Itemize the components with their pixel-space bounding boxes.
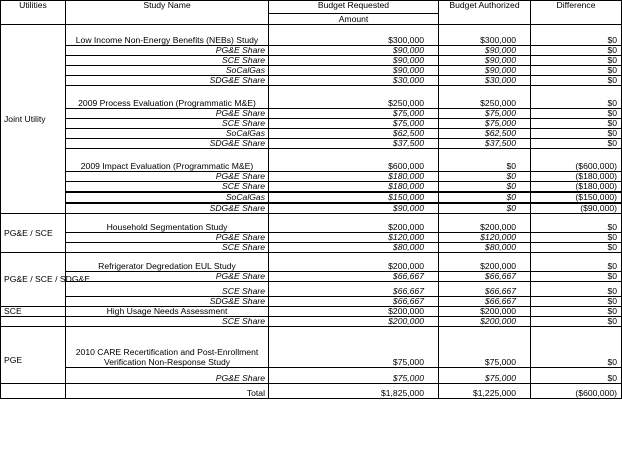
difference: $0 [531, 46, 622, 56]
budget-requested: $200,000 [269, 317, 439, 327]
budget-requested: $62,500 [269, 129, 439, 139]
budget-authorized: $66,667 [439, 272, 531, 282]
budget-authorized: $0 [439, 203, 531, 214]
share-name: SoCalGas [66, 129, 269, 139]
difference: $0 [531, 272, 622, 282]
difference: $0 [531, 119, 622, 129]
budget-requested: $200,000 [269, 214, 439, 233]
budget-authorized: $75,000 [439, 119, 531, 129]
budget-requested: $180,000 [269, 182, 439, 193]
share-name: SoCalGas [66, 66, 269, 76]
budget-authorized: $300,000 [439, 25, 531, 46]
table-row [1, 172, 622, 182]
table-row [1, 192, 622, 203]
difference: $0 [531, 139, 622, 149]
difference: $0 [531, 76, 622, 86]
study-name: 2009 Impact Evaluation (Programmatic M&E) [66, 149, 269, 172]
share-name: SCE Share [66, 56, 269, 66]
budget-authorized: $0 [439, 149, 531, 172]
header-utilities: Utilities [1, 1, 66, 25]
difference: $0 [531, 317, 622, 327]
budget-authorized: $37,500 [439, 139, 531, 149]
share-name: SCE Share [66, 243, 269, 253]
share-name: SCE Share [66, 282, 269, 297]
share-name: PG&E Share [66, 368, 269, 384]
difference: $0 [531, 243, 622, 253]
table-row [1, 149, 622, 172]
table-row [1, 272, 622, 282]
budget-requested: $90,000 [269, 56, 439, 66]
header-amount: Amount [269, 14, 439, 25]
budget-authorized: $200,000 [439, 307, 531, 317]
header-difference: Difference [531, 1, 622, 25]
share-name: SDG&E Share [66, 297, 269, 307]
table-row [1, 182, 622, 193]
budget-requested: $30,000 [269, 76, 439, 86]
difference: $0 [531, 253, 622, 272]
share-name: PG&E Share [66, 272, 269, 282]
budget-requested: $90,000 [269, 203, 439, 214]
empty-cell [1, 384, 66, 399]
budget-authorized: $0 [439, 182, 531, 193]
difference: $0 [531, 233, 622, 243]
difference: $0 [531, 282, 622, 297]
study-name: Household Segmentation Study [66, 214, 269, 233]
group-pge-sce-sdge: PG&E / SCE / SDG&E [1, 253, 66, 307]
difference: $0 [531, 307, 622, 317]
table-row [1, 233, 622, 243]
budget-requested: $200,000 [269, 253, 439, 272]
table-row [1, 282, 622, 297]
total-label: Total [66, 384, 269, 399]
study-name: 2010 CARE Recertification and Post-Enrollment Verification Non-Response Study [66, 327, 269, 368]
budget-authorized: $0 [439, 192, 531, 203]
budget-authorized: $62,500 [439, 129, 531, 139]
difference: $0 [531, 297, 622, 307]
budget-authorized: $30,000 [439, 76, 531, 86]
share-name: SDG&E Share [66, 139, 269, 149]
total-requested: $1,825,000 [269, 384, 439, 399]
budget-authorized: $120,000 [439, 233, 531, 243]
table-row [1, 307, 622, 317]
budget-requested: $66,667 [269, 282, 439, 297]
total-difference: ($600,000) [531, 384, 622, 399]
total-authorized: $1,225,000 [439, 384, 531, 399]
budget-requested: $66,667 [269, 272, 439, 282]
table-row [1, 214, 622, 233]
budget-requested: $75,000 [269, 109, 439, 119]
budget-authorized: $90,000 [439, 56, 531, 66]
share-name: SDG&E Share [66, 203, 269, 214]
share-name: PG&E Share [66, 46, 269, 56]
difference: $0 [531, 327, 622, 368]
table-row [1, 203, 622, 214]
table-row [1, 368, 622, 384]
budget-requested: $180,000 [269, 172, 439, 182]
table-row [1, 46, 622, 56]
share-name: SoCalGas [66, 192, 269, 203]
share-name: SCE Share [66, 317, 269, 327]
study-name: Low Income Non-Energy Benefits (NEBs) Study [66, 25, 269, 46]
difference: $0 [531, 86, 622, 109]
difference: ($600,000) [531, 149, 622, 172]
total-row [1, 384, 622, 399]
budget-requested: $90,000 [269, 66, 439, 76]
budget-requested: $75,000 [269, 368, 439, 384]
budget-requested: $200,000 [269, 307, 439, 317]
budget-requested: $300,000 [269, 25, 439, 46]
header-row [1, 1, 622, 14]
study-name: High Usage Needs Assessment [66, 307, 269, 317]
table-row [1, 109, 622, 119]
budget-authorized: $75,000 [439, 327, 531, 368]
budget-authorized: $90,000 [439, 66, 531, 76]
difference: ($150,000) [531, 192, 622, 203]
budget-requested: $150,000 [269, 192, 439, 203]
difference: $0 [531, 66, 622, 76]
difference: ($180,000) [531, 182, 622, 193]
study-name: Refrigerator Degredation EUL Study [66, 253, 269, 272]
budget-authorized: $66,667 [439, 282, 531, 297]
budget-requested: $66,667 [269, 297, 439, 307]
budget-requested: $75,000 [269, 119, 439, 129]
table-row [1, 66, 622, 76]
table-row [1, 129, 622, 139]
table-row [1, 119, 622, 129]
share-name: PG&E Share [66, 172, 269, 182]
difference: ($180,000) [531, 172, 622, 182]
table-row [1, 25, 622, 46]
table-row [1, 86, 622, 109]
budget-authorized: $250,000 [439, 86, 531, 109]
group-pge-sce: PG&E / SCE [1, 214, 66, 253]
group-sce: SCE [1, 307, 66, 317]
table-row [1, 327, 622, 368]
budget-requested: $80,000 [269, 243, 439, 253]
study-name: 2009 Process Evaluation (Programmatic M&E) [66, 86, 269, 109]
budget-authorized: $200,000 [439, 253, 531, 272]
budget-authorized: $200,000 [439, 317, 531, 327]
header-budget-authorized: Budget Authorized [439, 1, 531, 25]
header-budget-requested: Budget Requested [269, 1, 439, 14]
share-name: SCE Share [66, 182, 269, 193]
table-row [1, 243, 622, 253]
budget-requested: $120,000 [269, 233, 439, 243]
share-name: SDG&E Share [66, 76, 269, 86]
budget-requested: $600,000 [269, 149, 439, 172]
budget-authorized: $75,000 [439, 109, 531, 119]
table-row [1, 297, 622, 307]
budget-requested: $37,500 [269, 139, 439, 149]
difference: $0 [531, 109, 622, 119]
difference: $0 [531, 214, 622, 233]
budget-authorized: $0 [439, 172, 531, 182]
budget-authorized: $200,000 [439, 214, 531, 233]
group-joint-utility: Joint Utility [1, 25, 66, 214]
share-name: PG&E Share [66, 109, 269, 119]
group-pge: PGE [1, 327, 66, 384]
share-name: SCE Share [66, 119, 269, 129]
budget-requested: $75,000 [269, 327, 439, 368]
table-row [1, 56, 622, 66]
difference: ($90,000) [531, 203, 622, 214]
table-row [1, 317, 622, 327]
budget-authorized: $66,667 [439, 297, 531, 307]
budget-authorized: $90,000 [439, 46, 531, 56]
budget-authorized: $80,000 [439, 243, 531, 253]
difference: $0 [531, 56, 622, 66]
difference: $0 [531, 368, 622, 384]
table-row [1, 139, 622, 149]
difference: $0 [531, 25, 622, 46]
table-row [1, 253, 622, 272]
budget-requested: $90,000 [269, 46, 439, 56]
budget-requested: $250,000 [269, 86, 439, 109]
budget-authorized: $75,000 [439, 368, 531, 384]
table-row [1, 76, 622, 86]
header-study-name: Study Name [66, 1, 269, 25]
share-name: PG&E Share [66, 233, 269, 243]
difference: $0 [531, 129, 622, 139]
empty-cell [1, 317, 66, 327]
